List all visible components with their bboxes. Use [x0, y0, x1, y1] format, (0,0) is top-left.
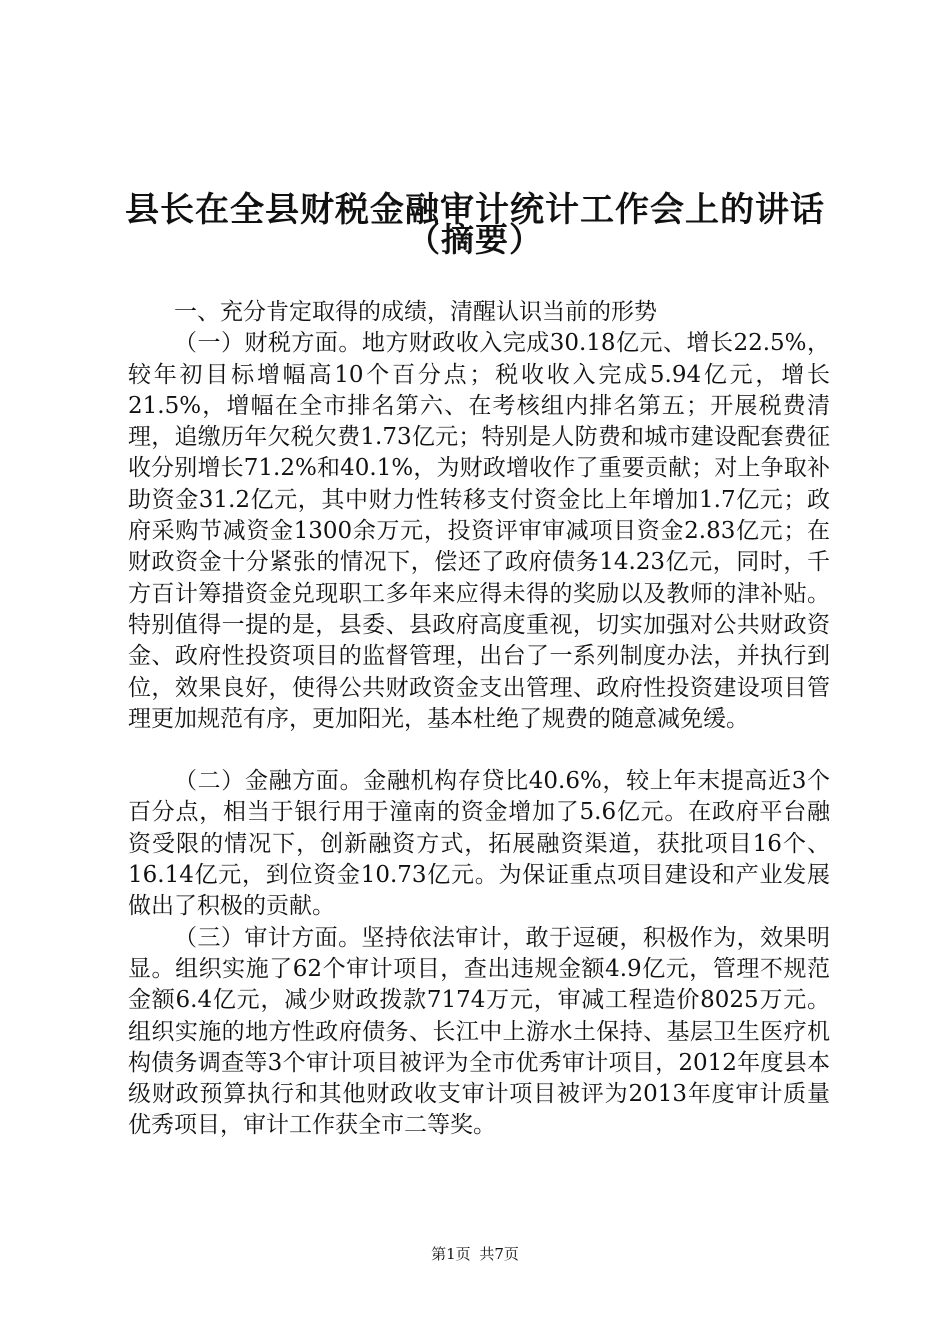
document-body	[128, 297, 830, 1142]
document-subtitle: （摘要）	[407, 220, 543, 259]
paragraph-banking: （二）金融方面。金融机构存贷比40.6%，较上年末提高近3个百分点，相当于银行用于潼南的资金增加了5.6亿元。在政府平台融资受限的情况下，创新融资方式，拓展融资渠道，获批项目16个、16.14亿元，到位资金10.73亿元。为保证重点项目建设和产业发展做出了积极的贡献。	[128, 768, 830, 920]
paragraph-finance-tax: （一）财税方面。地方财政收入完成30.18亿元、增长22.5%，较年初目标增幅高10个百分点；税收收入完成5.94亿元，增长21.5%，增幅在全市排名第六、在考核组内排名第五；开展税费清理，追缴历年欠税欠费1.73亿元；特别是人防费和城市建设配套费征收分别增长71.2%和40.1%，为财政增收作了重要贡献；对上争取补助资金31.2亿元，其中财力性转移支付资金比上年增加1.7亿元；政府采购节减资金1300余万元，投资评审审减项目资金2.83亿元；在财政资金十分紧张的情况下，偿还了政府债务14.23亿元，同时，千方百计筹措资金兑现职工多年来应得未得的奖励以及教师的津补贴。特别值得一提的是，县委、县政府高度重视，切实加强对公共财政资金、政府性投资项目的监督管理，出台了一系列制度办法，并执行到位，效果良好，使得公共财政资金支出管理、政府性投资建设项目管理更加规范有序，更加阳光，基本杜绝了规费的随意减免缓。	[128, 330, 830, 732]
section-heading: 一、充分肯定取得的成绩，清醒认识当前的形势	[174, 299, 657, 325]
paragraph-audit: （三）审计方面。坚持依法审计，敢于逗硬，积极作为，效果明显。组织实施了62个审计项目，查出违规金额4.9亿元，管理不规范金额6.4亿元，减少财政拨款7174万元，审减工程造价8025万元。组织实施的地方性政府债务、长江中上游水土保持、基层卫生医疗机构债务调查等3个审计项目被评为全市优秀审计项目，2012年度县本级财政预算执行和其他财政收支审计项目被评为2013年度审计质量优秀项目，审计工作获全市二等奖。	[128, 924, 830, 1139]
document-title: 县长在全县财税金融审计统计工作会上的讲话	[125, 190, 825, 230]
page-number: 第1页	[431, 1245, 471, 1263]
page-footer	[0, 1244, 950, 1264]
page-total: 共7页	[479, 1245, 519, 1263]
